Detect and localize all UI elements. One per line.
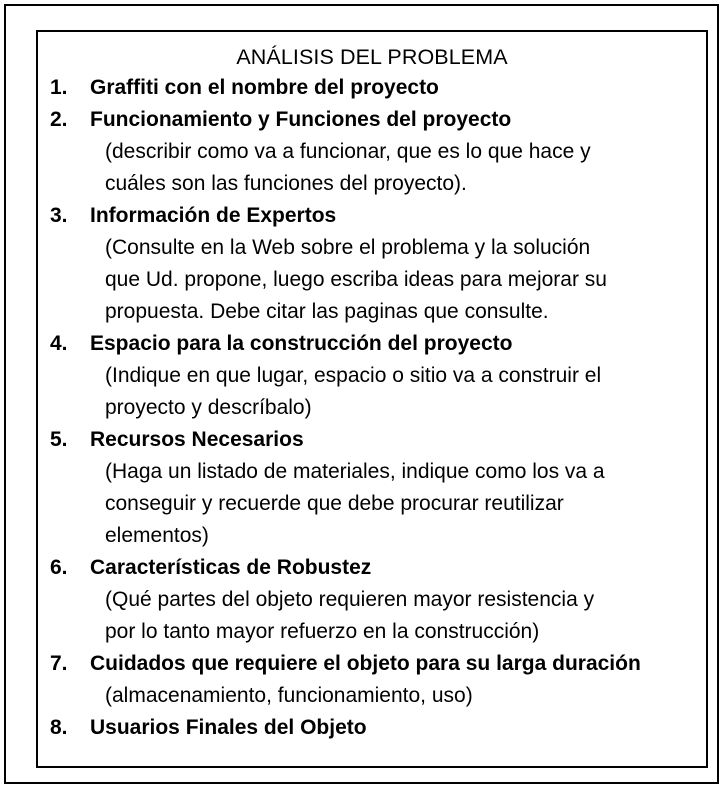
list-item [50, 200, 704, 328]
item-description-line: elementos) [105, 524, 209, 547]
item-heading: Características de Robustez [90, 556, 372, 579]
item-description-line: (Haga un listado de materiales, indique como los va a [105, 460, 605, 483]
item-description-line: cuáles son las funciones del proyecto). [105, 172, 467, 195]
item-heading: Funcionamiento y Funciones del proyecto [90, 108, 512, 131]
list-item [50, 72, 704, 104]
item-number: 3. [50, 204, 68, 227]
list-item [50, 648, 704, 712]
item-number: 4. [50, 332, 68, 355]
item-description-line: conseguir y recuerde que debe procurar reutilizar [105, 492, 564, 515]
outer-frame [4, 4, 719, 784]
document-title: ANÁLISIS DEL PROBLEMA [236, 45, 508, 69]
item-description-line: propuesta. Debe citar las paginas que consulte. [105, 300, 549, 323]
item-number: 8. [50, 716, 68, 739]
item-number: 5. [50, 428, 68, 451]
problem-analysis-list [50, 72, 704, 744]
document-box [36, 30, 708, 768]
list-item [50, 104, 704, 200]
item-number: 6. [50, 556, 68, 579]
item-number: 1. [50, 76, 68, 99]
item-description-line: por lo tanto mayor refuerzo en la construcción) [105, 620, 540, 643]
item-description-line: (Indique en que lugar, espacio o sitio va a construir el [105, 364, 602, 387]
list-item [50, 328, 704, 424]
item-heading: Graffiti con el nombre del proyecto [90, 76, 439, 99]
item-heading: Cuidados que requiere el objeto para su larga duración [90, 652, 641, 675]
item-description-line: que Ud. propone, luego escriba ideas para mejorar su [105, 268, 607, 291]
item-number: 2. [50, 108, 68, 131]
list-item [50, 424, 704, 552]
item-heading: Usuarios Finales del Objeto [90, 716, 367, 739]
item-description-line: (describir como va a funcionar, que es lo que hace y [105, 140, 591, 163]
item-description-line: (Qué partes del objeto requieren mayor resistencia y [105, 588, 595, 611]
list-item [50, 552, 704, 648]
item-description-line: (Consulte en la Web sobre el problema y la solución [105, 236, 591, 259]
item-heading: Espacio para la construcción del proyecto [90, 332, 513, 355]
item-heading: Información de Expertos [90, 204, 337, 227]
item-number: 7. [50, 652, 68, 675]
item-heading: Recursos Necesarios [90, 428, 304, 451]
item-description-line: (almacenamiento, funcionamiento, uso) [105, 684, 473, 707]
item-description-line: proyecto y descríbalo) [105, 396, 312, 419]
list-item [50, 712, 704, 744]
